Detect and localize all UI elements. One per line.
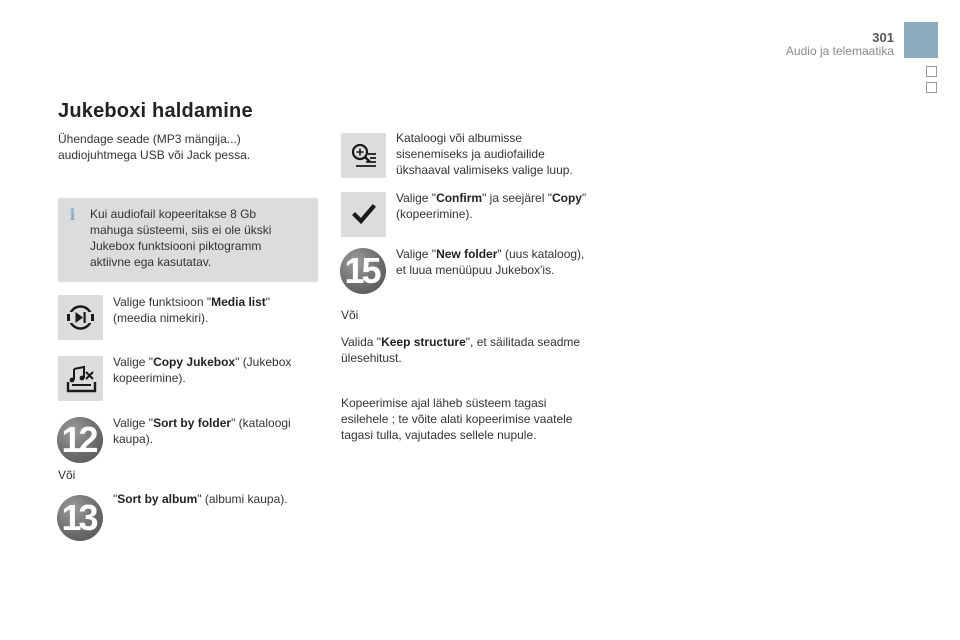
step-number-badge: 12	[57, 417, 103, 463]
media-list-icon	[58, 295, 103, 340]
page-title: Jukeboxi haldamine	[58, 100, 253, 122]
info-note	[58, 198, 318, 282]
browse-list-icon	[341, 133, 386, 178]
chapter-tab	[904, 22, 938, 58]
info-icon: i	[69, 205, 76, 224]
copy-jukebox-icon	[58, 356, 103, 401]
empty-square-icon	[926, 66, 937, 77]
checkmark-icon	[341, 192, 386, 237]
copy-jukebox-step: Valige "Copy Jukebox" (Jukebox kopeerimine).	[113, 355, 292, 385]
intro-text: Ühendage seade (MP3 mängija...) audiojuhtmega USB või Jack pessa.	[58, 132, 251, 162]
media-list-step: Valige funktsioon "Media list" (meedia nimekiri).	[113, 295, 271, 325]
or-label: Või	[341, 308, 359, 322]
sort-by-folder-step: Valige "Sort by folder" (kataloogi kaupa).	[113, 416, 291, 446]
page-number: 301	[872, 30, 894, 45]
note-text: Kui audiofail kopeeritakse 8 Gb mahuga süsteemi, siis ei ole ükski Jukebox funktsiooni piktogramm aktiivne ega kasutatav.	[90, 207, 272, 269]
step-number-badge: 15	[340, 248, 386, 294]
keep-structure-step: Valida "Keep structure", et säilitada seadme ülesehitust.	[341, 335, 581, 365]
or-label: Või	[58, 468, 76, 482]
confirm-step: Valige "Confirm" ja seejärel "Copy" (kopeerimine).	[396, 191, 587, 221]
sort-by-album-step: "Sort by album" (albumi kaupa).	[113, 492, 288, 506]
closing-text: Kopeerimise ajal läheb süsteem tagasi esilehele ; te võite alati kopeerimise vaatele tagasi tulla, vajutades sellele nupule.	[341, 396, 573, 442]
new-folder-step: Valige "New folder" (uus kataloog), et luua menüüpuu Jukebox'is.	[396, 247, 585, 277]
browse-step: Kataloogi või albumisse sisenemiseks ja audiofailide ükshaaval valimiseks valige luup.	[396, 131, 573, 177]
step-number-badge: 13	[57, 495, 103, 541]
empty-square-icon	[926, 82, 937, 93]
section-name: Audio ja telemaatika	[785, 44, 894, 58]
